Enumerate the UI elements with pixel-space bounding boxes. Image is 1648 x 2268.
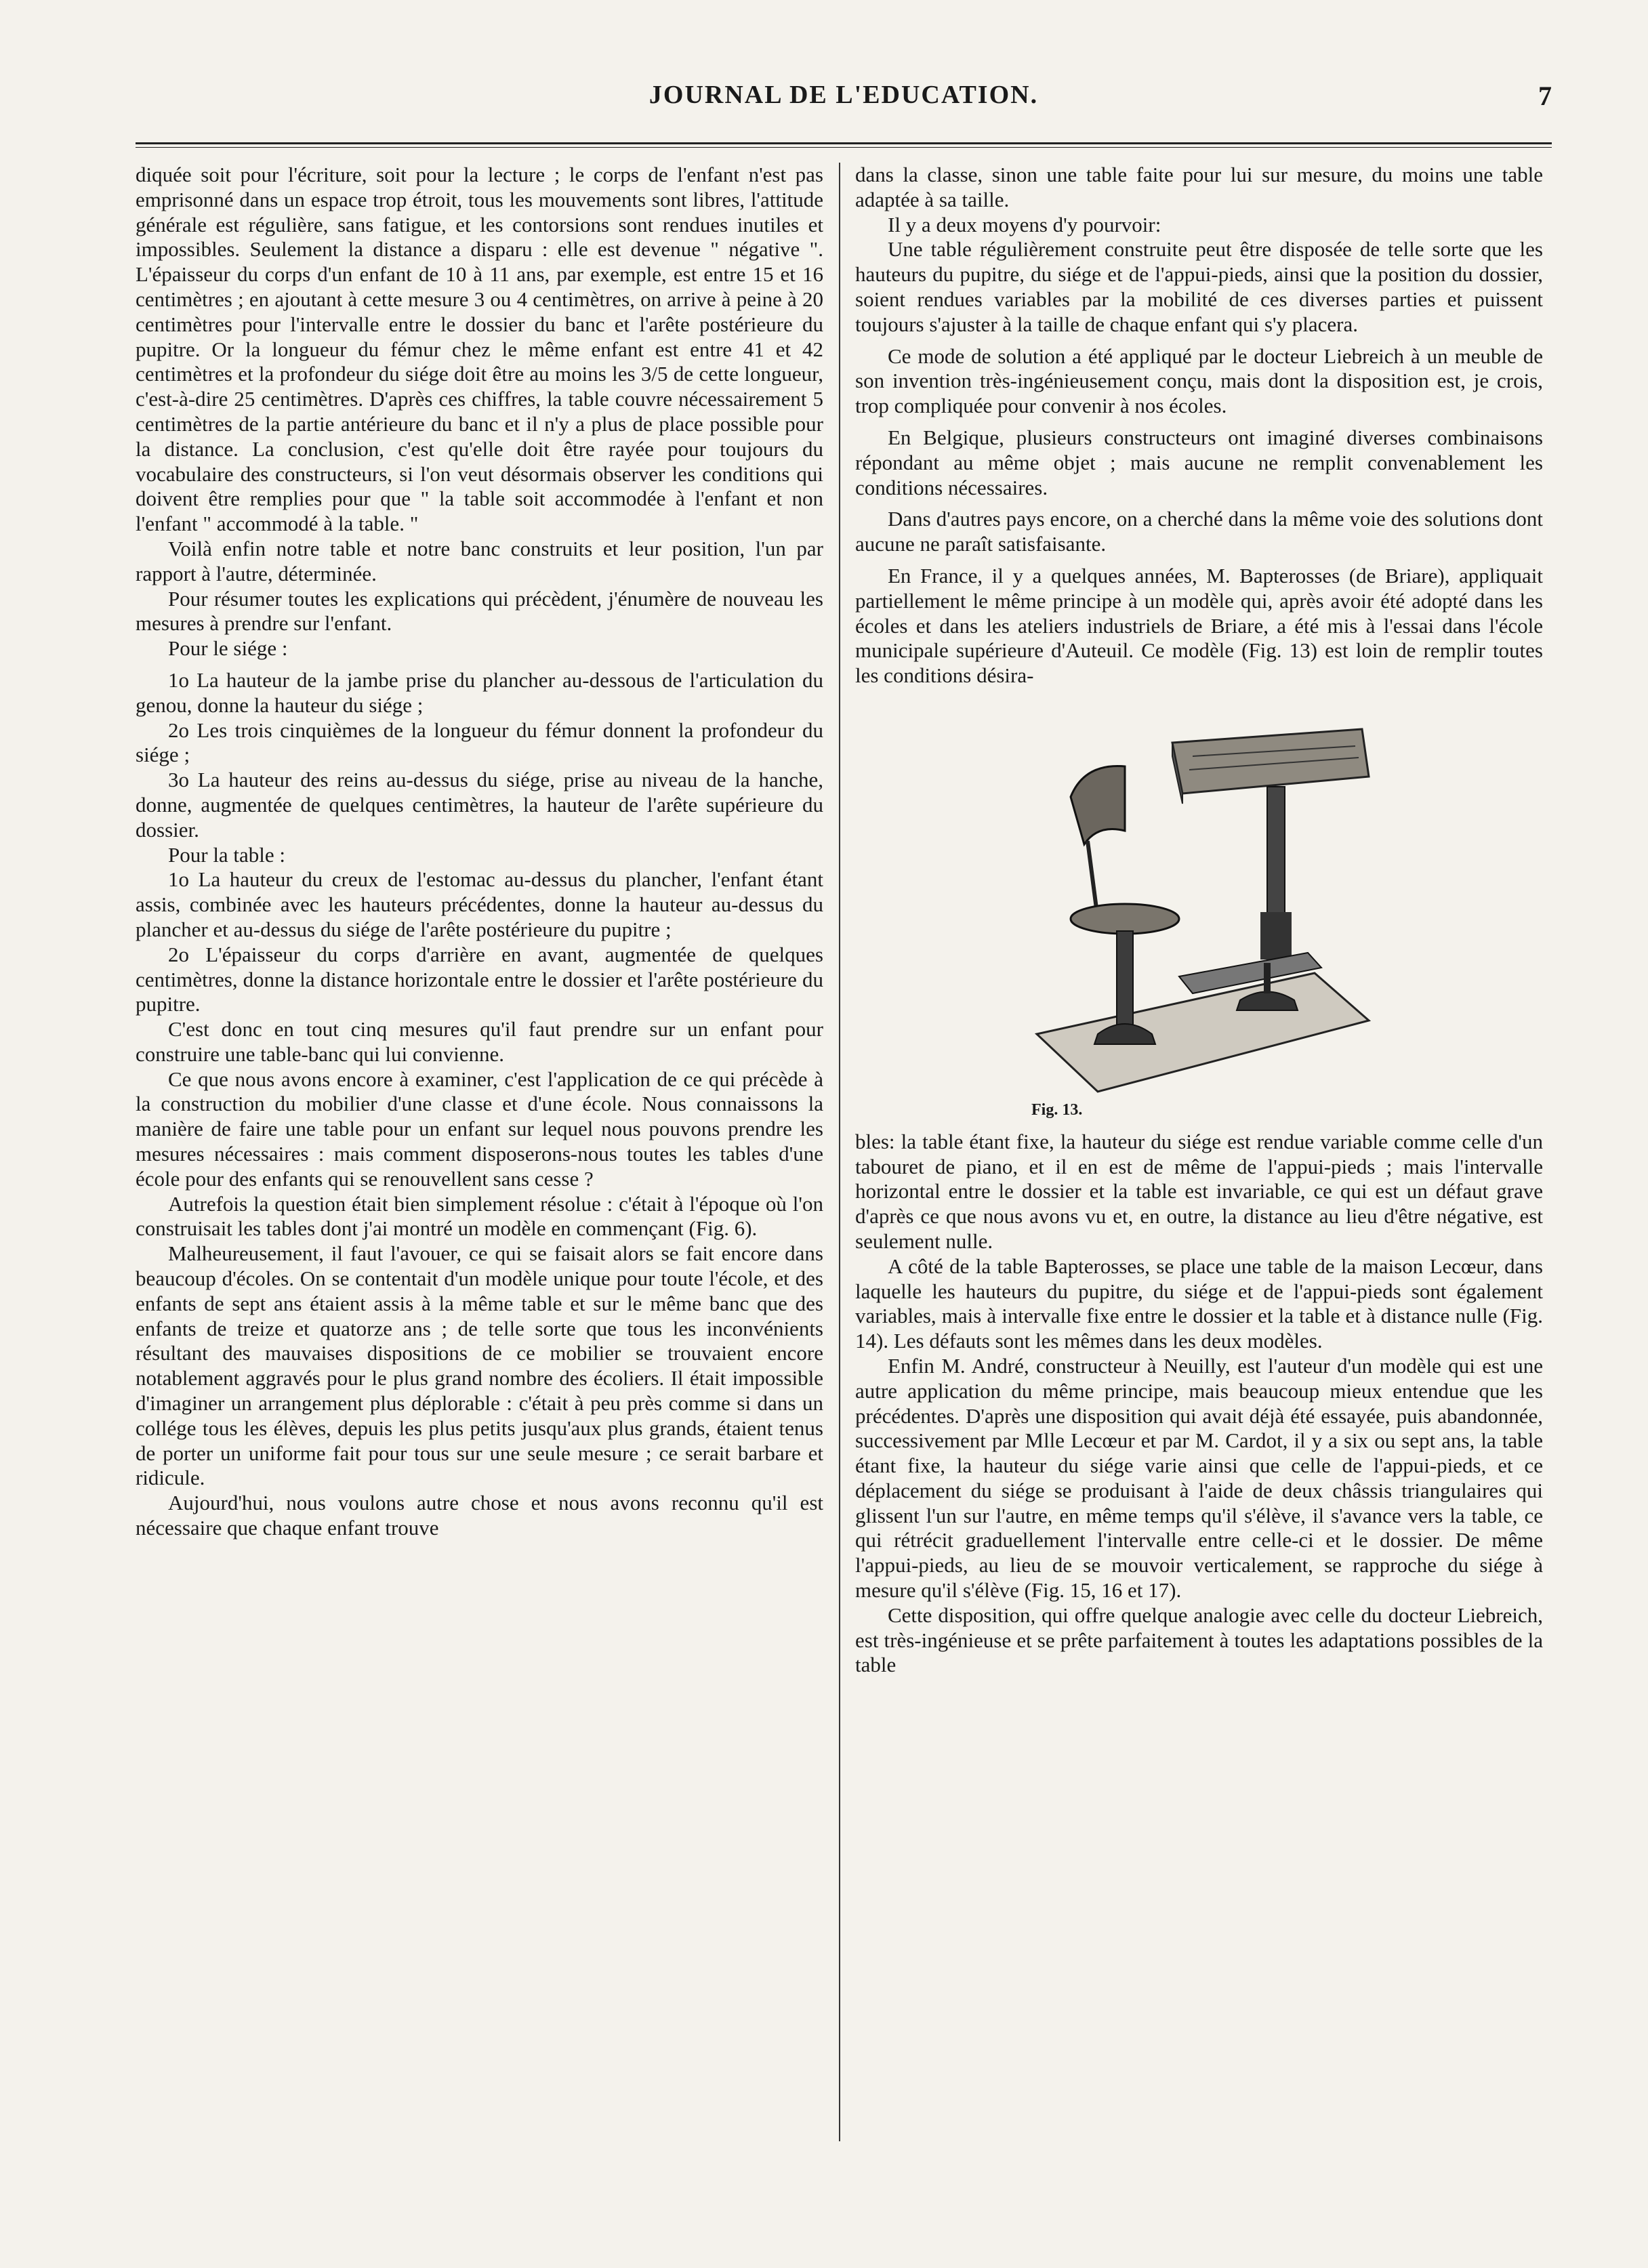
paragraph: C'est donc en tout cinq mesures qu'il faut prendre sur un enfant pour construire une table-banc qui lui convienne. <box>136 1017 823 1066</box>
paragraph: Ce que nous avons encore à examiner, c'est l'application de ce qui précède à la construction du mobilier d'une classe et d'une école. Nous connaissons la manière de faire une table pour un enfant sur lequel nous pouvons prendre les mesures nécessaires : mais comment disposerons-nous toutes les tables d'une école pour des enfants qui se renouvellent sans cesse ? <box>136 1067 823 1191</box>
figure-13 <box>855 716 1543 1123</box>
paragraph: Voilà enfin notre table et notre banc construits et leur position, l'un par rapport à l'autre, déterminée. <box>136 536 823 585</box>
figure-caption: Fig. 13. <box>1031 1100 1083 1119</box>
paragraph: 1o La hauteur du creux de l'estomac au-dessus du plancher, l'enfant étant assis, combinée avec les hauteurs précédentes, donne la hauteur au-dessus du plancher et au-dessus du siége de l'arête postérieure du pupitre ; <box>136 867 823 941</box>
paragraph: 2o L'épaisseur du corps d'arrière en avant, augmentée de quelques centimètres, donne la distance horizontale entre le dossier et l'arête postérieure du pupitre. <box>136 942 823 1016</box>
paragraph: dans la classe, sinon une table faite pour lui sur mesure, du moins une table adaptée à sa taille. <box>855 163 1543 211</box>
chair-seat <box>1071 904 1179 934</box>
paragraph: bles: la table étant fixe, la hauteur du siége est rendue variable comme celle d'un tabouret de piano, et il en est de même de l'appui-pieds ; mais l'intervalle horizontal entre le dossier et la table est invariable, ce qui est un défaut grave d'après ce que nous avons vu et, en outre, la distance au lieu d'être négative, est seulement nulle. <box>855 1129 1543 1253</box>
paragraph: 3o La hauteur des reins au-dessus du siége, prise au niveau de la hanche, donne, augmentée de quelques centimètres, la hauteur de l'arête supérieure du dossier. <box>136 768 823 842</box>
column-divider <box>839 163 840 2141</box>
chair-back <box>1071 766 1125 844</box>
paragraph: Aujourd'hui, nous voulons autre chose et nous avons reconnu qu'il est nécessaire que chaque enfant trouve <box>136 1491 823 1540</box>
paragraph: diquée soit pour l'écriture, soit pour la lecture ; le corps de l'enfant n'est pas emprisonné dans un espace trop étroit, tous les mouvements sont libres, l'attitude générale est régulière, sans fatigue, et les contorsions sont rendues inutiles et impossibles. Seulement la distance a disparu : elle est devenue " négative ". L'épaisseur du corps d'un enfant de 10 à 11 ans, par exemple, est entre 15 et 16 centimètres ; en ajoutant à cette mesure 3 ou 4 centimètres, on arrive à peine à 20 centimètres pour l'intervalle entre le dossier du banc et l'arête postérieure du pupitre. Or la longueur du fémur chez le même enfant est entre 41 et 42 centimètres et la profondeur du siége doit être au moins les 3/5 de cette longueur, c'est-à-dire 25 centimètres. D'après ces chiffres, la table couvre nécessairement 5 centimètres de la partie antérieure du banc et il n'y a plus de place possible pour la distance. La conclusion, c'est qu'elle doit être rayée pour toujours du vocabulaire des constructeurs, si l'on veut désormais observer les conditions qui doivent être remplies pour que " la table soit accommodée à l'enfant et non l'enfant " accommodé à la table. " <box>136 163 823 536</box>
chair-column <box>1117 931 1133 1026</box>
journal-title: JOURNAL DE L'EDUCATION. <box>648 81 1039 109</box>
left-column <box>136 163 823 1541</box>
paragraph: Cette disposition, qui offre quelque analogie avec celle du docteur Liebreich, est très-ingénieuse et se prête parfaitement à toutes les adaptations possibles de la table <box>855 1603 1543 1677</box>
header-rule <box>136 142 1552 148</box>
page-header <box>136 80 1552 127</box>
page-number: 7 <box>1538 81 1552 111</box>
paragraph: Pour résumer toutes les explications qui précèdent, j'énumère de nouveau les mesures à prendre sur l'enfant. <box>136 586 823 636</box>
paragraph: Autrefois la question était bien simplement résolue : c'était à l'époque où l'on construisait les tables dont j'ai montré un modèle en commençant (Fig. 6). <box>136 1191 823 1241</box>
paragraph: Pour le siége : <box>168 636 288 661</box>
paragraph: En Belgique, plusieurs constructeurs ont imaginé diverses combinaisons répondant au même objet ; mais aucune ne remplit convenablement les conditions nécessaires. <box>855 425 1543 499</box>
paragraph: 2o Les trois cinquièmes de la longueur du fémur donnent la profondeur du siége ; <box>136 718 823 767</box>
paragraph: Il y a deux moyens d'y pourvoir: <box>888 212 1161 236</box>
paragraph: A côté de la table Bapterosses, se place une table de la maison Lecœur, dans laquelle les hauteurs du pupitre, du siége et de l'appui-pieds sont également variables, mais à intervalle fixe entre le dossier et la table et à distance nulle (Fig. 14). Les défauts sont les mêmes dans les deux modèles. <box>855 1254 1543 1353</box>
paragraph: En France, il y a quelques années, M. Bapterosses (de Briare), appliquait partiellement le même principe à un modèle qui, après avoir été adopté dans les écoles et dans les ateliers industriels de Briare, a été mis à l'essai dans l'école municipale supérieure d'Auteuil. Ce modèle (Fig. 13) est loin de remplir toutes les conditions désira- <box>855 563 1543 688</box>
paragraph: Une table régulièrement construite peut être disposée de telle sorte que les hauteurs du pupitre, du siége et de l'appui-pieds, ainsi que la position du dossier, soient rendues variables par la mobilité de ces diverses parties et puissent toujours s'ajuster à la taille de chaque enfant qui s'y placera. <box>855 237 1543 336</box>
paragraph: Ce mode de solution a été appliqué par le docteur Liebreich à un meuble de son invention très-ingénieusement conçu, mais dont la disposition est, je crois, trop compliquée pour convenir à nos écoles. <box>855 344 1543 418</box>
desk-top <box>1172 729 1369 793</box>
desk-illustration <box>1023 716 1376 1095</box>
paragraph: Pour la table : <box>168 842 286 867</box>
paragraph: Enfin M. André, constructeur à Neuilly, est l'auteur d'un modèle qui est une autre application du même principe, mais beaucoup mieux entendue que les précédentes. D'après une disposition qui avait déjà été essayée, puis abandonnée, successivement par Mlle Lecœur et par M. Cardot, il y a six ou sept ans, la table étant fixe, la hauteur du siége varie ainsi que celle de l'appui-pieds, et ce déplacement du siége se produisant à l'aide de deux châssis triangulaires qui glissent l'un sur l'autre, en même temps qu'il s'élève, il s'avance vers la table, ce qui rétrécit graduellement l'intervalle entre celle-ci et le dossier. De même l'appui-pieds, au lieu de se mouvoir verticalement, se rapproche du siége à mesure qu'il s'élève (Fig. 15, 16 et 17). <box>855 1353 1543 1603</box>
right-column <box>855 163 1543 1678</box>
paragraph: 1o La hauteur de la jambe prise du plancher au-dessous de l'articulation du genou, donne la hauteur du siége ; <box>136 667 823 717</box>
paragraph: Malheureusement, il faut l'avouer, ce qui se faisait alors se fait encore dans beaucoup d'écoles. On se contentait d'un modèle unique pour toute l'école, et des enfants de sept ans étaient assis à la même table et sur le même banc que des enfants de treize et quatorze ans ; de telle sorte que tous les inconvénients résultant des mauvaises dispositions de ce mobilier se trouvaient encore notablement aggravés pour le plus grand nombre des écoliers. Il était impossible d'imaginer un arrangement plus déplorable : c'était à peu près comme si dans un collége tous les élèves, depuis les plus petits jusqu'aux plus grands, étaient tenus de porter un uniforme fait pour tous sur une seule mesure ; ce serait barbare et ridicule. <box>136 1241 823 1490</box>
paragraph: Dans d'autres pays encore, on a cherché dans la même voie des solutions dont aucune ne paraît satisfaisante. <box>855 507 1543 556</box>
